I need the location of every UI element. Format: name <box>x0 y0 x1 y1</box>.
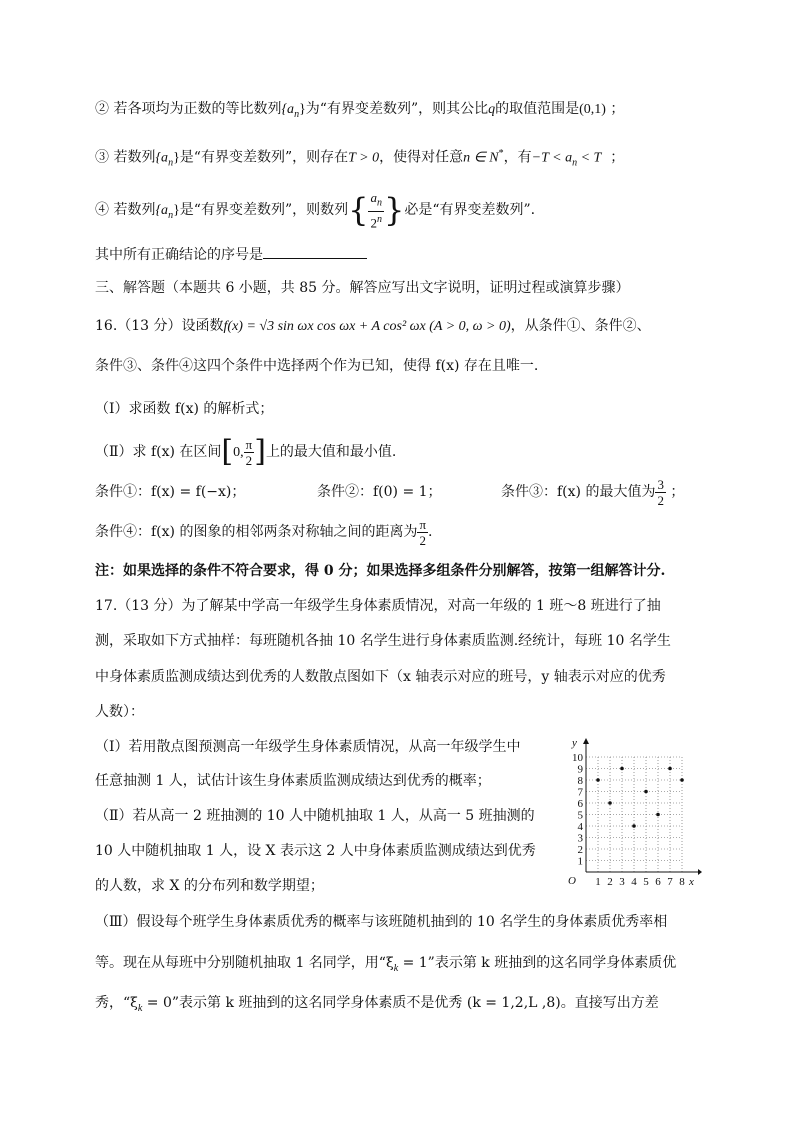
condition-3: 条件③：f(x) 的最大值为 $\frac{3}{2}$ ； <box>501 476 685 508</box>
item-2-seq: {a <box>281 102 295 117</box>
data-point <box>656 813 660 817</box>
y-tick-label: 6 <box>577 798 583 810</box>
q17-part3-a: （Ⅲ）假设每个班学生身体素质优秀的概率与该班随机抽到的 10 名学生的身体素质优秀率相 <box>95 914 668 930</box>
item-3-marker: ③ <box>95 149 109 166</box>
q16-line1: 16.（13 分）设函数f(x) = √3 sin ωx cos ωx + A cos² ωx (A > 0, ω > 0)，从条件①、条件②、 <box>95 318 651 334</box>
x-tick-label: 1 <box>595 876 601 888</box>
x-axis-arrow <box>698 869 702 875</box>
y-tick-label: 4 <box>577 821 583 833</box>
ratio-q: q <box>488 102 496 117</box>
x-tick-label: 5 <box>643 876 649 888</box>
condition-2: 条件②：f(0) = 1； <box>317 484 442 500</box>
item-4-marker: ④ <box>95 201 109 218</box>
y-axis-arrow <box>583 738 589 744</box>
item-2-marker: ② <box>95 101 109 117</box>
answer-blank[interactable] <box>263 244 367 259</box>
x-tick-label: 6 <box>655 876 661 888</box>
n-in-N: n ∈ N <box>463 150 499 166</box>
answer-prompt: 其中所有正确结论的序号是 <box>95 244 367 265</box>
data-point <box>644 790 648 794</box>
q17-part2-b: 10 人中随机抽取 1 人，设 X 表示这 2 人中身体素质监测成绩达到优秀 <box>95 843 536 859</box>
chart-points <box>596 767 684 828</box>
interval-pi-half: $\frac{\pi}{2}$ <box>245 436 253 468</box>
q16-line2: 条件③、条件④这四个条件中选择两个作为已知，使得 f(x) 存在且唯一. <box>95 358 539 374</box>
y-tick-label: 1 <box>577 855 583 868</box>
range-value: (0,1) <box>579 102 606 117</box>
y-tick-label: 9 <box>577 763 583 776</box>
y-tick-label: 3 <box>577 832 583 845</box>
y-axis-label: y <box>572 738 577 749</box>
y-tick-label: 7 <box>577 786 583 799</box>
condition-1: 条件①：f(x) = f(−x)； <box>95 484 246 500</box>
q17-part2-a: （Ⅱ）若从高一 2 班抽测的 10 人中随机抽取 1 人，从高一 5 班抽测的 <box>95 808 535 824</box>
item-4: ④ 若数列$\{a_n\}$是“有界变差数列”，则数列{ $\frac{a_n}{2^n}$ }必是“有界变差数列”. <box>95 190 536 230</box>
item-2: ② 若各项均为正数的等比数列$\{a_n\}$为“有界变差数列”，则其公比q的取值范围是(0,1) ； <box>95 101 625 120</box>
item-2-text2: 为“有界变差数列”，则其公比 <box>305 101 489 117</box>
q16-note: 注：如果选择的条件不符合要求，得 0 分；如果选择多组条件分别解答，按第一组解答计分. <box>95 563 666 579</box>
section-heading: 三、解答题（本题共 6 小题，共 85 分。解答应写出文字说明，证明过程或演算步骤） <box>95 280 630 296</box>
q17-line2: 测，采取如下方式抽样：每班随机各抽 10 名学生进行身体素质监测.经统计，每班 10 名学生 <box>95 633 671 649</box>
q17-part1-a: （Ⅰ）若用散点图预测高一年级学生身体素质情况，从高一年级学生中 <box>95 739 521 755</box>
q16-part2: （Ⅱ）求 f(x) 在区间[0, $\frac{\pi}{2}$ ]上的最大值和最小值. <box>95 434 397 469</box>
q16-function: f(x) = √3 sin ωx cos ωx + A cos² ωx (A > 0, ω > 0) <box>223 319 511 334</box>
data-point <box>596 778 600 782</box>
y-tick-label: 5 <box>577 809 583 822</box>
q17-line4: 人数）： <box>95 704 144 720</box>
q16-conditions-row <box>95 474 715 510</box>
origin-label: O <box>568 875 576 887</box>
chart-axes <box>583 738 702 875</box>
bound-inequality: −T < a <box>531 150 573 166</box>
chart-ticks <box>572 752 685 888</box>
y-tick-label: 2 <box>577 844 583 856</box>
x-tick-label: 4 <box>631 876 637 888</box>
q17-line3: 中身体素质监测成绩达到优秀的人数散点图如下（x 轴表示对应的班号，y 轴表示对应的优秀 <box>95 669 666 685</box>
data-point <box>668 767 672 771</box>
item-3: ③ 若数列$\{a_n\}$是“有界变差数列”，则存在T > 0，使得对任意n ∈ N*，有$-T < a_n < T$ ； <box>95 148 625 169</box>
item-2-text3: 的取值范围是 <box>495 101 580 117</box>
x-tick-label: 8 <box>679 876 685 888</box>
x-tick-label: 3 <box>619 876 625 888</box>
chart-grid <box>586 757 682 872</box>
y-tick-label: 8 <box>577 775 583 787</box>
q17-part3-b: 等。现在从每班中分别随机抽取 1 名同学，用“$\xi_k = 1$”表示第 k 班抽到的这名同学身体素质优 <box>95 955 677 974</box>
q17-part1-b: 任意抽测 1 人，试估计该生身体素质监测成绩达到优秀的概率； <box>95 773 491 789</box>
left-brace: { <box>348 190 369 229</box>
sequence-fraction: $\frac{a_n}{2^n}$ <box>370 190 382 230</box>
q17-line1: 17.（13 分）为了解某中学高一年级学生身体素质情况，对高一年级的 1 班～8 班进行了抽 <box>95 598 661 614</box>
x-tick-label: 7 <box>667 876 673 888</box>
t-positive: T > 0 <box>348 150 380 166</box>
x-tick-label: 2 <box>607 876 613 888</box>
data-point <box>632 824 636 828</box>
x-axis-label: x <box>689 876 694 888</box>
data-point <box>680 778 684 782</box>
data-point <box>620 767 624 771</box>
right-brace: } <box>383 190 405 229</box>
y-tick-label: 10 <box>572 752 583 764</box>
q17-part3-c: 秀，“$\xi_k = 0$”表示第 k 班抽到的这名同学身体素质不是优秀 (k = 1,2,L ,8)。直接写出方差 <box>95 995 659 1014</box>
q16-part1: （Ⅰ）求函数 f(x) 的解析式； <box>95 401 274 417</box>
item-2-text1: 若各项均为正数的等比数列 <box>113 101 282 117</box>
q17-part2-c: 的人数，求 X 的分布列和数学期望； <box>95 878 324 894</box>
data-point <box>608 801 612 805</box>
scatter-chart <box>562 738 702 888</box>
condition-4: 条件④：f(x) 的图象的相邻两条对称轴之间的距离为 $\frac{\pi}{2}$ . <box>95 516 433 548</box>
